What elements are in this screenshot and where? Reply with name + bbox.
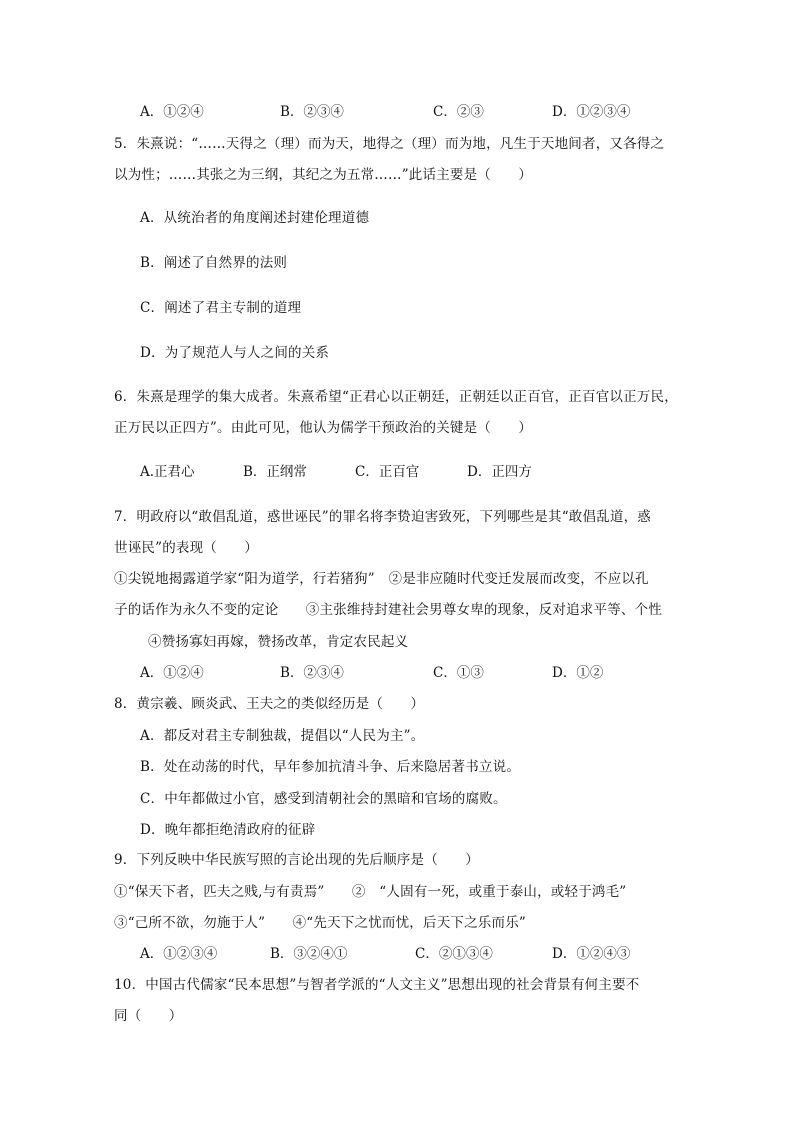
q9-option-b: B．③②④① bbox=[270, 946, 348, 962]
q9-option-c: C．②①③④ bbox=[415, 946, 493, 962]
q8-option-d: D．晚年都拒绝清政府的征辟 bbox=[140, 822, 316, 838]
q7-option-a: A．①②④ bbox=[140, 665, 204, 681]
q9-option-d: D．①②④③ bbox=[552, 946, 631, 962]
q7-stem-line-1: 7．明政府以“敢倡乱道，惑世诬民”的罪名将李贽迫害致死，下列哪些是其“敢倡乱道，惑 bbox=[114, 509, 651, 525]
q7-item-line-3: ④赞扬寡妇再嫁，赞扬改革，肯定农民起义 bbox=[148, 634, 409, 650]
q8-stem: 8．黄宗羲、顾炎武、王夫之的类似经历是（ ） bbox=[114, 696, 425, 712]
q5-stem-line-2: 以为性；……其张之为三纲，其纪之为五常……”此话主要是（ ） bbox=[114, 167, 533, 183]
q5-option-a: A．从统治者的角度阐述封建伦理道德 bbox=[140, 210, 370, 226]
q5-option-d: D．为了规范人与人之间的关系 bbox=[140, 345, 330, 361]
q6-stem-line-1: 6．朱熹是理学的集大成者。朱熹希望“正君心以正朝廷，正朝廷以正百官，正百官以正万民， bbox=[114, 389, 678, 405]
q7-option-d: D．①② bbox=[552, 665, 604, 681]
q7-item-line-2: 子的话作为永久不变的定论 ③主张维持封建社会男尊女卑的现象，反对追求平等、个性 bbox=[114, 602, 662, 618]
q10-stem-line-1: 10．中国古代儒家“民本思想”与智者学派的“人文主义”思想出现的社会背景有何主要不 bbox=[114, 977, 640, 993]
q5-stem-line-1: 5．朱熹说：“……天得之（理）而为天，地得之（理）而为地，凡生于天地间者，又各得之 bbox=[114, 136, 665, 152]
q5-option-b: B．阐述了自然界的法则 bbox=[140, 255, 288, 271]
q4-option-c: C．②③ bbox=[433, 104, 484, 120]
q8-option-a: A．都反对君主专制独裁，提倡以“人民为主”。 bbox=[140, 728, 425, 744]
q6-option-c: C．正百官 bbox=[355, 464, 420, 480]
q6-option-b: B．正纲常 bbox=[243, 464, 307, 480]
q7-stem-line-2: 世诬民”的表现（ ） bbox=[114, 540, 259, 556]
q6-option-a: A.正君心 bbox=[140, 464, 195, 480]
q4-option-d: D．①②③④ bbox=[552, 104, 631, 120]
q4-option-a: A．①②④ bbox=[140, 104, 204, 120]
q9-stem: 9．下列反映中华民族写照的言论出现的先后顺序是（ ） bbox=[114, 852, 479, 868]
q7-option-b: B．②③④ bbox=[280, 665, 344, 681]
q8-option-b: B．处在动荡的时代，早年参加抗清斗争、后来隐居著书立说。 bbox=[140, 759, 521, 775]
q6-stem-line-2: 正万民以正四方”。由此可见，他认为儒学干预政治的关键是（ ） bbox=[114, 420, 533, 436]
q4-options bbox=[140, 102, 700, 122]
q9-item-line-2: ③“己所不欲，勿施于人” ④“先天下之忧而忧，后天下之乐而乐” bbox=[114, 915, 527, 931]
q9-option-a: A．①②③④ bbox=[140, 946, 218, 962]
q7-option-c: C．①③ bbox=[433, 665, 484, 681]
q7-item-line-1: ①尖锐地揭露道学家“阳为道学，行若猪狗” ②是非应随时代变迁发展而改变，不应以孔 bbox=[114, 571, 649, 587]
q6-options bbox=[140, 462, 700, 482]
q5-option-c: C．阐述了君主专制的道理 bbox=[140, 300, 302, 316]
q7-options bbox=[140, 663, 700, 683]
q10-stem-line-2: 同（ ） bbox=[114, 1008, 183, 1024]
q4-option-b: B．②③④ bbox=[280, 104, 344, 120]
q9-item-line-1: ①“保天下者，匹夫之贱,与有责焉” ② “人固有一死，或重于泰山，或轻于鸿毛” bbox=[114, 884, 627, 900]
q6-option-d: D．正四方 bbox=[467, 464, 532, 480]
q8-option-c: C．中年都做过小官，感受到清朝社会的黑暗和官场的腐败。 bbox=[140, 791, 507, 807]
q9-options bbox=[140, 944, 700, 964]
